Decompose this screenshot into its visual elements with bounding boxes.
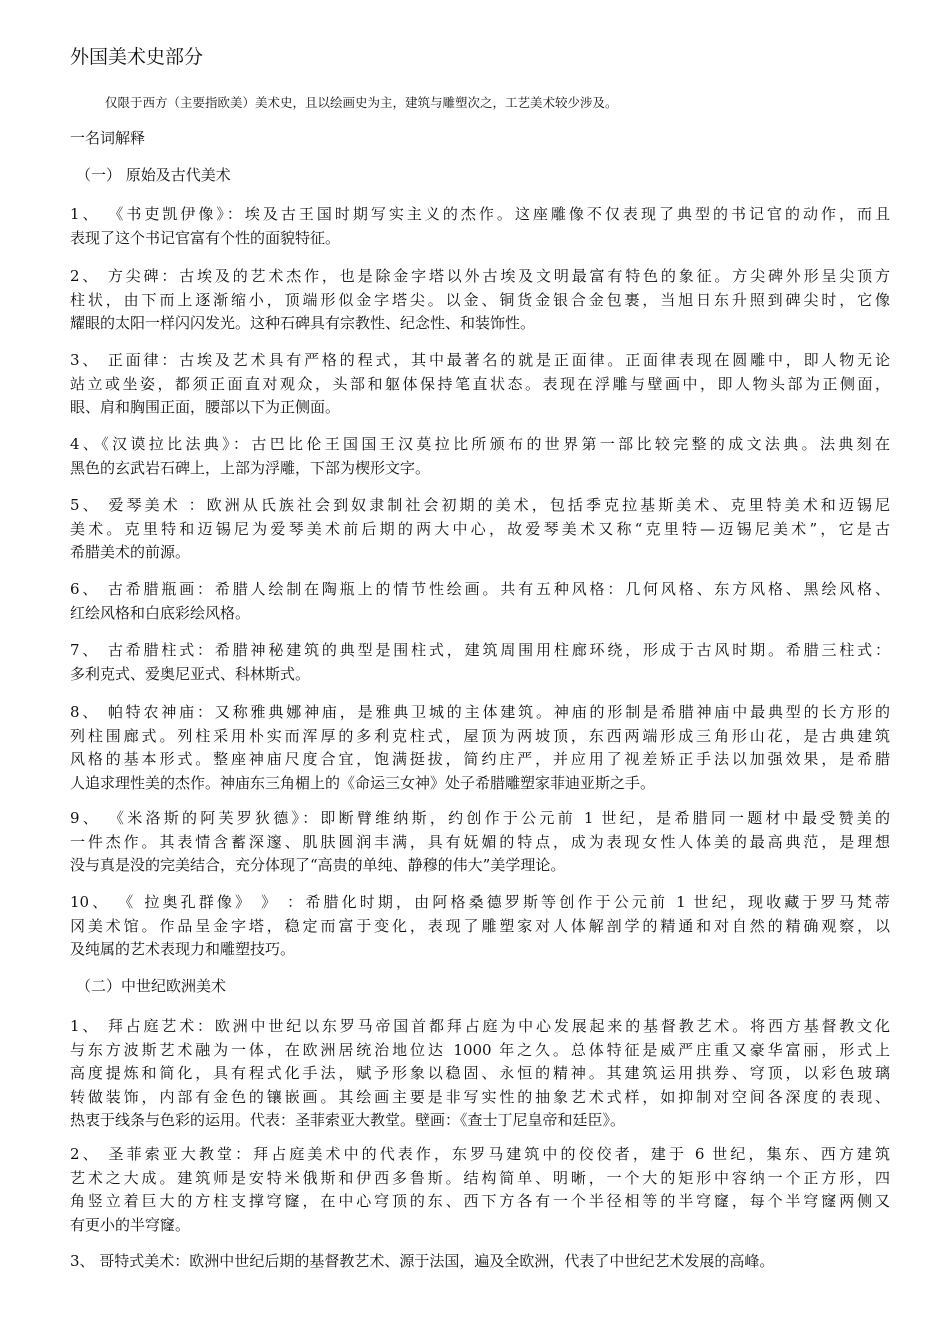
- subsection-heading-medieval: （二）中世纪欧洲美术: [76, 977, 227, 995]
- paragraph-ancient-8: [70, 701, 890, 795]
- text-line: 1、 拜占庭艺术：欧洲中世纪以东罗马帝国首都拜占庭为中心发展起来的基督教艺术。将西方基督教文化: [70, 1017, 890, 1035]
- text-line: 人追求理性美的杰作。神庙东三角楣上的《命运三女神》处子希腊雕塑家菲迪亚斯之手。: [70, 773, 656, 792]
- text-line: 转做装饰，内部有金色的镶嵌画。其绘画主要是非写实性的抽象艺术式样，如抑制对空间各深度的表现、: [70, 1087, 890, 1106]
- text-line: 4、《汉谟拉比法典》：古巴比伦王国国王汉莫拉比所颁布的世界第一部比较完整的成文法典。法典刻在: [70, 435, 890, 453]
- text-line: 5、 爱琴美术 ：欧洲从氏族社会到奴隶制社会初期的美术，包括季克拉基斯美术、克里特美术和迈锡尼: [70, 496, 890, 514]
- text-line: 没与真是没的完美结合，充分体现了“高贵的单纯、静穆的伟大”美学理论。: [70, 856, 566, 874]
- paragraph-medieval-3: [70, 1250, 890, 1274]
- text-line: 2、 方尖碑：古埃及的艺术杰作，也是除金字塔以外古埃及文明最富有特色的象征。方尖碑外形呈尖顶方: [70, 267, 890, 285]
- paragraph-ancient-6: [70, 578, 890, 625]
- text-line: 表现了这个书记官富有个性的面貌特征。: [70, 228, 341, 247]
- text-line: 3、 正面律：古埃及艺术具有严格的程式，其中最著名的就是正面律。正面律表现在圆雕中，即人物无论: [70, 351, 890, 369]
- text-line: 9、 《米洛斯的阿芙罗狄德》：即断臂维纳斯，约创作于公元前 1 世纪，是希腊同一题材中最受赞美的: [70, 809, 890, 827]
- document-title: 外国美术史部分: [70, 46, 204, 68]
- text-line: 热衷于线条与色彩的运用。代表：圣菲索亚大教堂。壁画：《查士丁尼皇帝和廷臣》。: [70, 1111, 626, 1129]
- text-line: 有更小的半穹窿。: [70, 1215, 191, 1234]
- text-line: 10、 《 拉奥孔群像》 》 ：希腊化时期，由阿格桑德罗斯等创作于公元前 1 世纪，现收藏于罗马梵蒂: [70, 893, 890, 911]
- text-line: 及纯属的艺术表现力和雕塑技巧。: [70, 940, 296, 958]
- subsection-heading-ancient: （一） 原始及古代美术: [76, 166, 231, 184]
- text-line: 2、 圣菲索亚大教堂：拜占庭美术中的代表作，东罗马建筑中的佼佼者，建于 6 世纪，集东、西方建筑: [70, 1145, 890, 1163]
- text-line: 高度提炼和简化，具有程式化手法，赋予形象以稳固、永恒的精神。其建筑运用拱券、穹顶，以彩色玻璃: [70, 1064, 890, 1082]
- text-line: 3、 哥特式美术：欧洲中世纪后期的基督教艺术、源于法国，遍及全欧洲，代表了中世纪艺术发展的高峰。: [70, 1252, 775, 1270]
- text-line: 风格的基本形式。整座神庙尺度合宜，饱满挺拔，简约庄严，并应用了视差矫正手法以加强效果，是希腊: [70, 750, 890, 768]
- text-line: 柱状，由下而上逐渐缩小，顶端形似金字塔尖。以金、铜货金银合金包裹，当旭日东升照到碑尖时，它像: [70, 290, 890, 309]
- paragraph-ancient-7: [70, 639, 890, 686]
- paragraph-ancient-10: [70, 891, 890, 962]
- text-line: 希腊美术的前源。: [70, 543, 191, 561]
- text-line: 多利克式、爱奥尼亚式、科林斯式。: [70, 664, 311, 683]
- paragraph-ancient-2: [70, 265, 890, 336]
- text-line: 7、 古希腊柱式：希腊神秘建筑的典型是围柱式，建筑周围用柱廊环绕，形成于古风时期。希腊三柱式：: [70, 641, 890, 659]
- text-line: 冈美术馆。作品呈金字塔，稳定而富于变化，表现了雕塑家对人体解剖学的精通和对自然的精确观察，以: [70, 916, 890, 935]
- text-line: 角竖立着巨大的方柱支撑穹窿，在中心穹顶的东、西下方各有一个半径相等的半穹窿，每个半穹窿两侧又: [70, 1192, 890, 1210]
- text-line: 1、 《书吏凯伊像》：埃及古王国时期写实主义的杰作。这座雕像不仅表现了典型的书记官的动作，而且: [70, 205, 890, 223]
- text-line: 与东方波斯艺术融为一体，在欧洲居统治地位达 1000 年之久。总体特征是威严庄重又豪华富丽，形式上: [70, 1040, 890, 1059]
- text-line: 一件杰作。其表情含蓄深邃、肌肤圆润丰满，具有妩媚的特点，成为表现女性人体美的最高典范，是理想: [70, 832, 890, 851]
- text-line: 眼、肩和胸围正面，腰部以下为正侧面。: [70, 398, 341, 416]
- intro-note: 仅限于西方（主要指欧美）美术史，且以绘画史为主，建筑与雕塑次之，工艺美术较少涉及。: [105, 95, 618, 110]
- text-line: 美术。克里特和迈锡尼为爱琴美术前后期的两大中心，故爱琴美术又称“克里特—迈锡尼美术”，它是古: [70, 519, 890, 538]
- text-line: 列柱围廊式。列柱采用朴实而浑厚的多利克柱式，屋顶为两坡顶，东西两端形成三角形山花，是古典建筑: [70, 726, 890, 745]
- paragraph-ancient-3: [70, 349, 890, 420]
- text-line: 黑色的玄武岩石碑上，上部为浮雕，下部为楔形文字。: [70, 458, 431, 477]
- text-line: 8、 帕特农神庙：又称雅典娜神庙，是雅典卫城的主体建筑。神庙的形制是希腊神庙中最典型的长方形的: [70, 703, 890, 721]
- paragraph-medieval-2: [70, 1143, 890, 1237]
- paragraph-ancient-9: [70, 807, 890, 878]
- paragraph-ancient-1: [70, 203, 890, 250]
- text-line: 6、 古希腊瓶画：希腊人绘制在陶瓶上的情节性绘画。共有五种风格：几何风格、东方风格、黑绘风格、: [70, 580, 890, 598]
- text-line: 耀眼的太阳一样闪闪发光。这种石碑具有宗教性、纪念性、和装饰性。: [70, 314, 536, 332]
- text-line: 站立或坐姿，都须正面直对观众，头部和躯体保持笔直状态。表现在浮雕与壁画中，即人物头部为正侧面，: [70, 374, 890, 393]
- paragraph-medieval-1: [70, 1015, 890, 1133]
- paragraph-ancient-5: [70, 494, 890, 565]
- text-line: 艺术之大成。建筑师是安特米俄斯和伊西多鲁斯。结构简单、明晰，一个大的矩形中容纳一个正方形，四: [70, 1168, 890, 1187]
- text-line: 红绘风格和白底彩绘风格。: [70, 603, 251, 622]
- paragraph-ancient-4: [70, 433, 890, 480]
- section-heading: 一名词解释: [70, 129, 146, 147]
